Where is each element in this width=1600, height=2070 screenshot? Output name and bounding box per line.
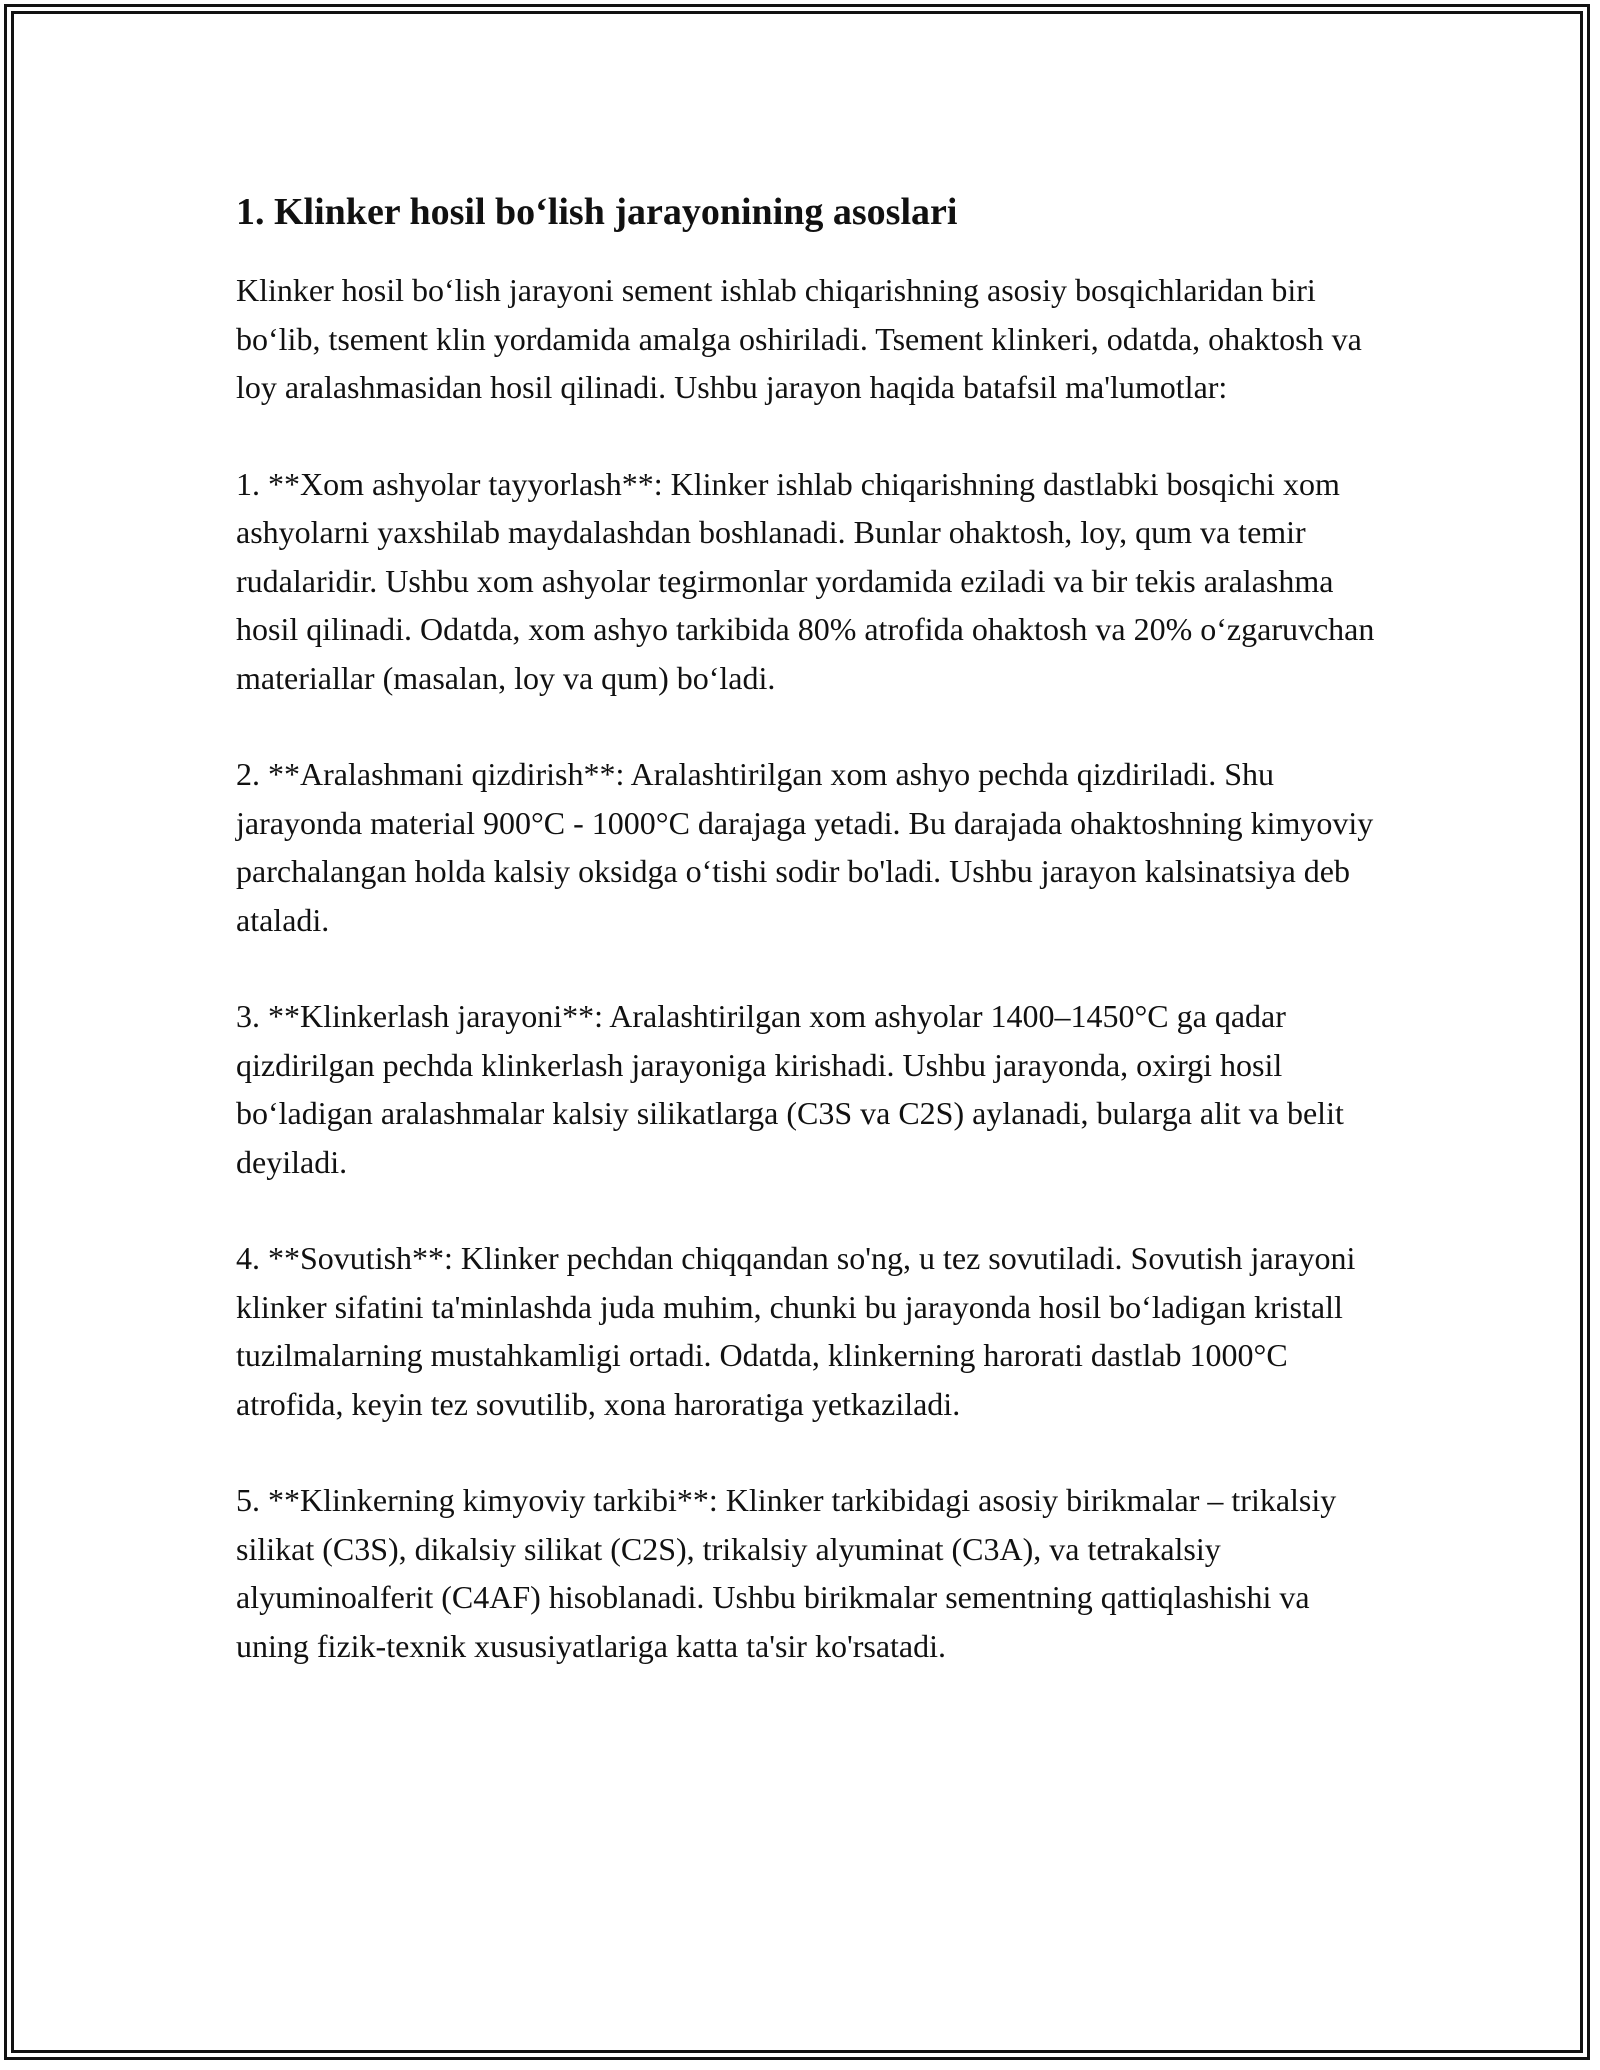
step-1-raw-materials-paragraph: 1. **Xom ashyolar tayyorlash**: Klinker ishlab chiqarishning dastlabki bosqichi xom ashyolarni yaxshilab maydalashdan boshlanadi. Bunlar ohaktosh, loy, qum va temir rudalaridir. Ushbu xom ashyolar tegirmonlar yordamida eziladi va bir tekis aralashma hosil qilinadi. Odatda, xom ashyo tarkibida 80% atrofida ohaktosh va 20% o‘zgaruvchan materiallar (masalan, loy va qum) bo‘ladi. (236, 465, 1375, 696)
step-4-cooling-paragraph: 4. **Sovutish**: Klinker pechdan chiqqandan so'ng, u tez sovutiladi. Sovutish jarayoni klinker sifatini ta'minlashda juda muhim, chunki bu jarayonda hosil bo‘ladigan kristall tuzilmalarning mustahkamligi ortadi. Odatda, klinkerning harorati dastlab 1000°C atrofida, keyin tez sovutilib, xona haroratiga yetkaziladi. (236, 1240, 1356, 1422)
section-heading: 1. Klinker hosil bo‘lish jarayonining asoslari (236, 191, 958, 233)
step-5-chemical-composition-paragraph: 5. **Klinkerning kimyoviy tarkibi**: Klinker tarkibidagi asosiy birikmalar – trikalsiy silikat (C3S), dikalsiy silikat (C2S), trikalsiy alyuminat (C3A), va tetrakalsiy alyuminoalferit (C4AF) hisoblanadi. Ushbu birikmalar sementning qattiqlashishi va uning fizik-texnik xususiyatlariga katta ta'sir ko'rsatadi. (236, 1482, 1337, 1664)
intro-paragraph: Klinker hosil bo‘lish jarayoni sement ishlab chiqarishning asosiy bosqichlaridan biri bo‘lib, tsement klin yordamida amalga oshiriladi. Tsement klinkeri, odatda, ohaktosh va loy aralashmasidan hosil qilinadi. Ushbu jarayon haqida batafsil ma'lumotlar: (236, 272, 1362, 405)
step-3-clinkering-paragraph: 3. **Klinkerlash jarayoni**: Aralashtirilgan xom ashyolar 1400–1450°C ga qadar qizdirilgan pechda klinkerlash jarayoniga kirishadi. Ushbu jarayonda, oxirgi hosil bo‘ladigan aralashmalar kalsiy silikatlarga (C3S va C2S) aylanadi, bularga alit va belit deyiladi. (236, 998, 1344, 1180)
document-body (236, 188, 1376, 1718)
step-2-heating-paragraph: 2. **Aralashmani qizdirish**: Aralashtirilgan xom ashyo pechda qizdiriladi. Shu jarayonda material 900°C - 1000°C darajaga yetadi. Bu darajada ohaktoshning kimyoviy parchalangan holda kalsiy oksidga o‘tishi sodir bo'ladi. Ushbu jarayon kalsinatsiya deb ataladi. (236, 756, 1374, 938)
